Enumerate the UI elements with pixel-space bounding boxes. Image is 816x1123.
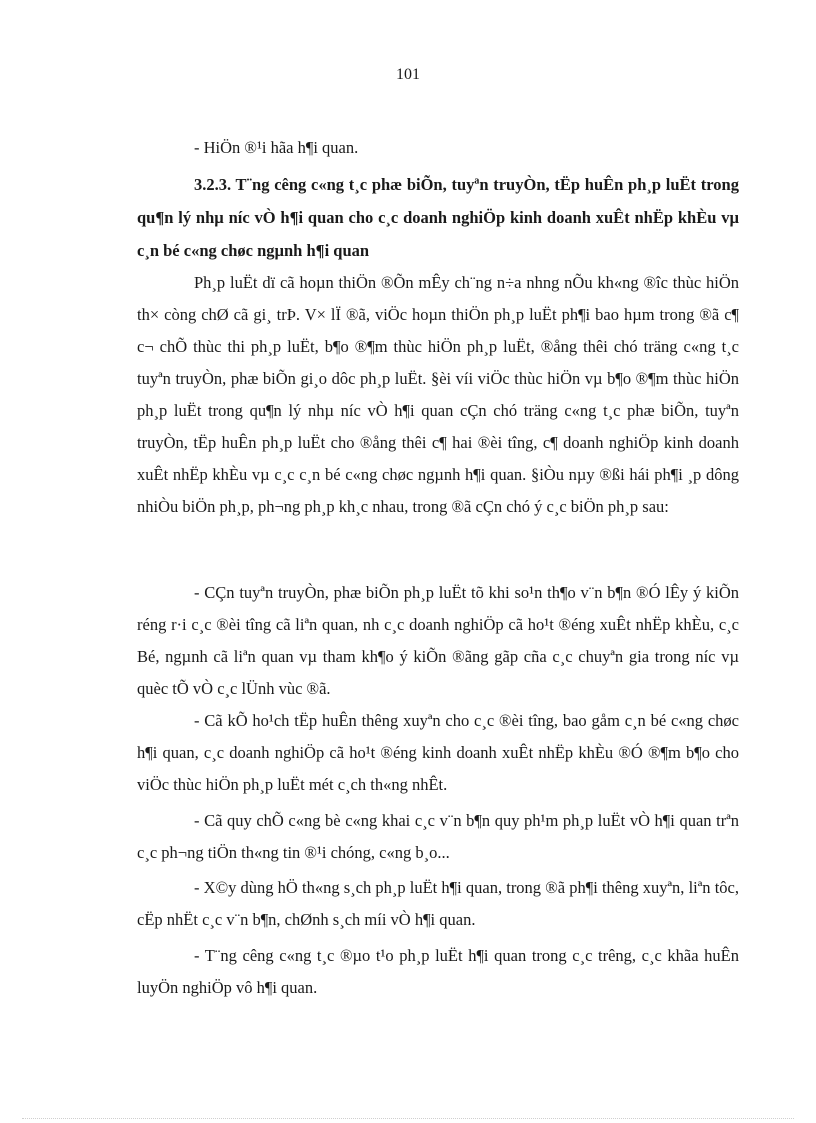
list-item-publication: - Cã quy chÕ c«ng bè c«ng khai c¸c v¨n b¶n quy ph¹m ph¸p luËt vÒ h¶i quan trªn c¸c ph¬ng tiÖn th«ng tin ®¹i chóng, c«ng b¸o...	[137, 811, 739, 862]
page-number: 101	[396, 66, 420, 83]
list-item-law-education: - T¨ng cêng c«ng t¸c ®µo t¹o ph¸p luËt h¶i quan trong c¸c trêng, c¸c khãa huÊn luyÖn nghiÖp vô h¶i quan.	[137, 946, 739, 997]
list-item-propaganda: - CÇn tuyªn truyÒn, phæ biÕn ph¸p luËt tõ khi so¹n th¶o v¨n b¶n ®Ó lÊy ý kiÕn réng r·i c¸c ®èi tîng cã liªn quan, nh c¸c doanh nghiÖp cã ho¹t ®éng xuÊt nhËp khÈu, c¸c Bé, ngµnh cã liªn quan vµ tham kh¶o ý kiÕn ®ãng gãp cña c¸c chuyªn gia trong níc vµ quèc tÕ vÒ c¸c lÜnh vùc ®ã.	[137, 583, 739, 698]
page-divider	[22, 1118, 794, 1119]
list-item-training-plan: - Cã kÕ ho¹ch tËp huÊn thêng xuyªn cho c¸c ®èi tîng, bao gåm c¸n bé c«ng chøc h¶i quan, c¸c doanh nghiÖp cã ho¹t ®éng kinh doanh xuÊt nhËp khÈu ®Ó ®¶m b¶o cho viÖc thùc hiÖn ph¸p luËt mét c¸ch th«ng nhÊt.	[137, 711, 739, 794]
section-heading: 3.2.3. T¨ng cêng c«ng t¸c phæ biÕn, tuyªn truyÒn, tËp huÊn ph¸p luËt trong qu¶n lý nhµ níc vÒ h¶i quan cho c¸c doanh nghiÖp kinh doanh xuÊt nhËp khÈu vµ c¸n bé c«ng chøc ngµnh h¶i quan	[137, 175, 739, 260]
paragraph-body: Ph¸p luËt dï cã hoµn thiÖn ®Õn mÊy ch¨ng n÷a nhng nÕu kh«ng ®îc thùc hiÖn th× còng chØ cã gi¸ trÞ. V× lÏ ®ã, viÖc hoµn thiÖn ph¸p luËt ph¶i bao hµm trong ®ã c¶ c¬ chÕ thùc thi ph¸p luËt, b¶o ®¶m thùc hiÖn ph¸p luËt, ®ång thêi chó träng c«ng t¸c tuyªn truyÒn, phæ biÕn gi¸o dôc ph¸p luËt. §èi víi viÖc thùc hiÖn vµ b¶o ®¶m thùc hiÖn ph¸p luËt trong qu¶n lý nhµ níc vÒ h¶i quan cÇn chó träng c«ng t¸c phæ biÕn, tuyªn truyÒn, tËp huÊn ph¸p luËt cho ®ång thêi c¶ hai ®èi tîng, c¶ doanh nghiÖp kinh doanh xuÊt nhËp khÈu vµ c¸c c¸n bé c«ng chøc ngµnh h¶i quan. §iÒu nµy ®ßi hái ph¶i ¸p dông nhiÒu biÖn ph¸p, ph¬ng ph¸p kh¸c nhau, trong ®ã cÇn chó ý c¸c biÖn ph¸p sau:	[137, 273, 739, 516]
list-item-law-books: - X©y dùng hÖ th«ng s¸ch ph¸p luËt h¶i quan, trong ®ã ph¶i thêng xuyªn, liªn tôc, cËp nhËt c¸c v¨n b¶n, chØnh s¸ch míi vÒ h¶i quan.	[137, 878, 739, 929]
paragraph-modernization: - HiÖn ®¹i hãa h¶i quan.	[194, 138, 359, 157]
